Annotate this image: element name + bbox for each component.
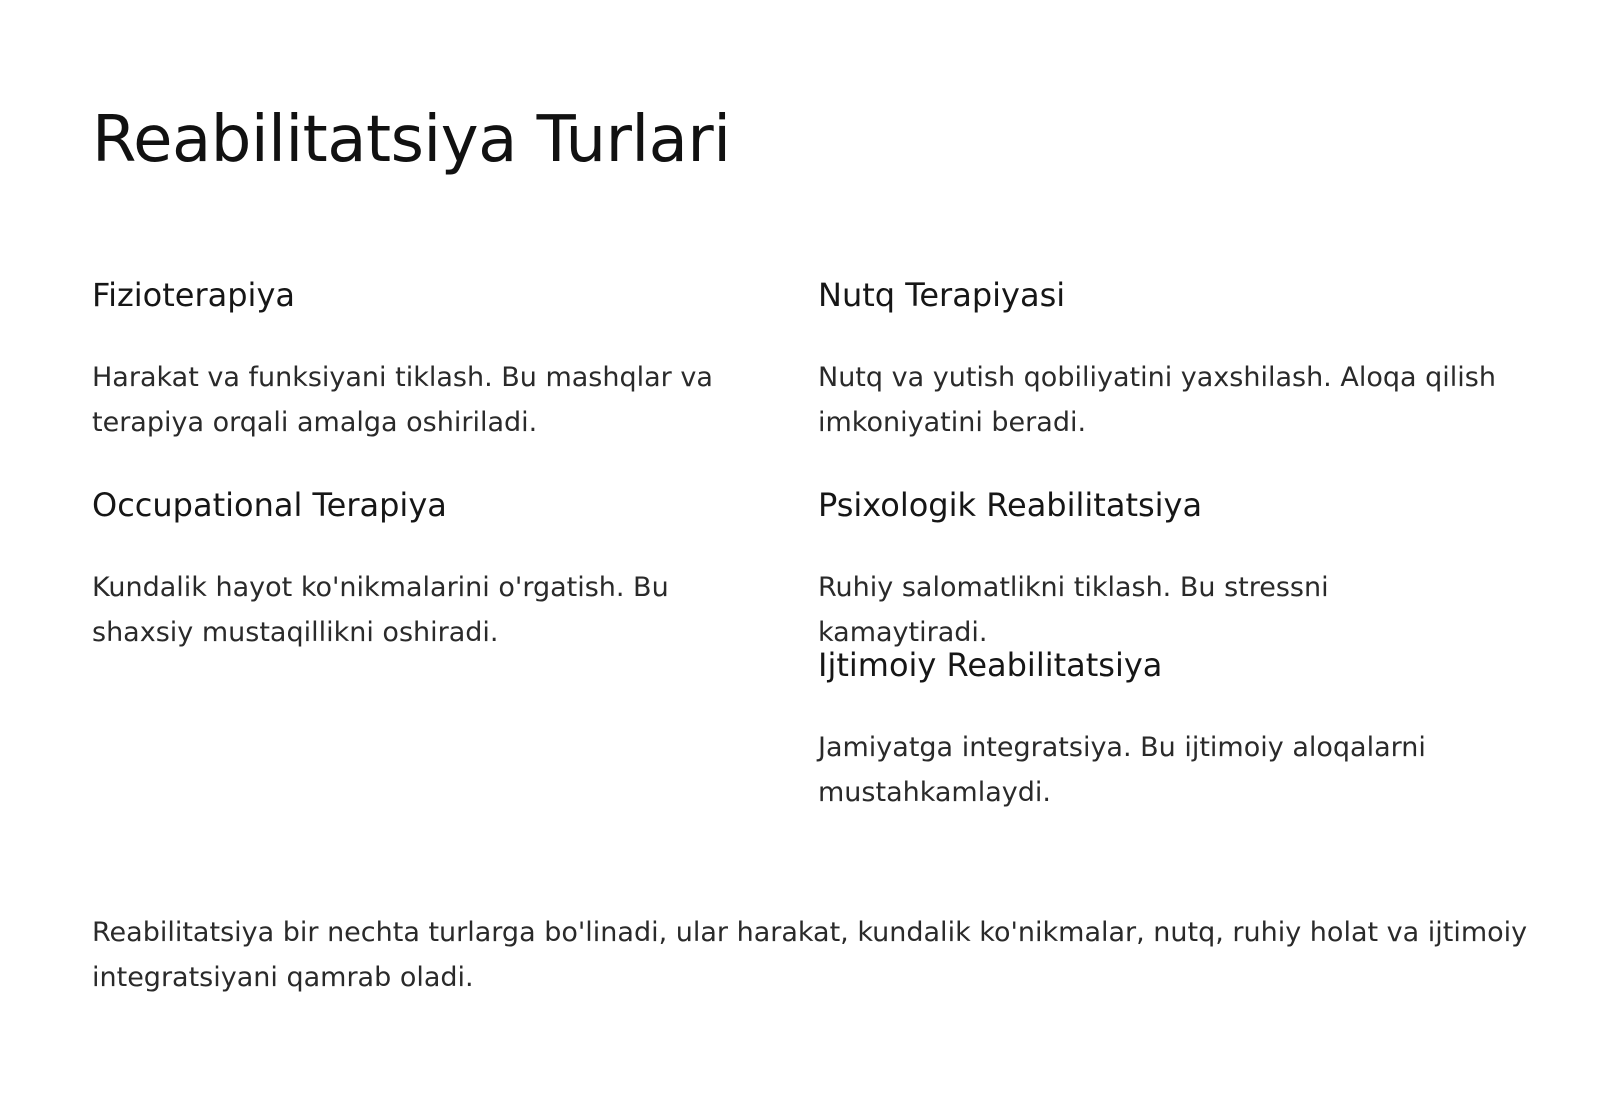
type-heading: Psixologik Reabilitatsiya <box>818 486 1203 524</box>
type-card-fizioterapiya <box>92 275 772 438</box>
type-description: Jamiyatga integratsiya. Bu ijtimoiy aloqalarni mustahkamlaydi. <box>818 732 1426 808</box>
type-description: Kundalik hayot ko'nikmalarini o'rgatish. Bu shaxsiy mustaqillikni oshiradi. <box>92 572 669 648</box>
summary-text: Reabilitatsiya bir nechta turlarga bo'linadi, ular harakat, kundalik ko'nikmalar, nutq, ruhiy holat va ijtimoiy integratsiyani qamrab oladi. <box>92 917 1528 993</box>
type-heading: Ijtimoiy Reabilitatsiya <box>818 646 1163 684</box>
type-card-nutq-terapiyasi <box>818 275 1498 438</box>
page-title: Reabilitatsiya Turlari <box>92 103 731 177</box>
type-heading: Occupational Terapiya <box>92 486 447 524</box>
type-card-psixologik-reabilitatsiya <box>818 485 1498 648</box>
type-description: Ruhiy salomatlikni tiklash. Bu stressni kamaytiradi. <box>818 572 1329 648</box>
type-description: Nutq va yutish qobiliyatini yaxshilash. Aloqa qilish imkoniyatini beradi. <box>818 362 1496 438</box>
type-heading: Fizioterapiya <box>92 276 295 314</box>
type-heading: Nutq Terapiyasi <box>818 276 1066 314</box>
type-card-ijtimoiy-reabilitatsiya <box>818 645 1498 808</box>
type-description: Harakat va funksiyani tiklash. Bu mashqlar va terapiya orqali amalga oshiriladi. <box>92 362 713 438</box>
type-card-occupational-terapiya <box>92 485 772 648</box>
